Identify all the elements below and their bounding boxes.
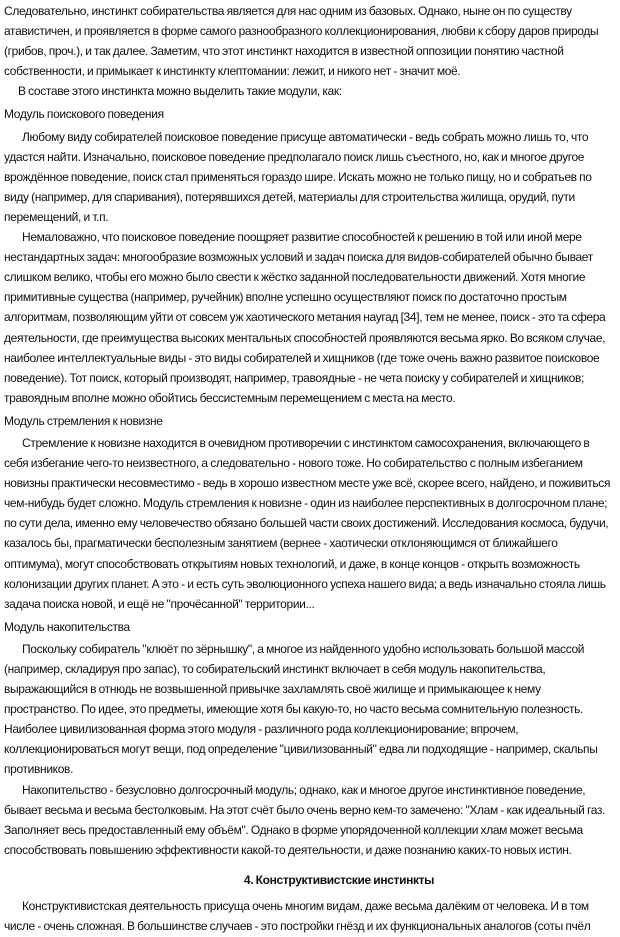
paragraph-constructivist-activity: Конструктивистская деятельность присуща очень многим видам, даже весьма далёким от человека. И в том числе - очень сложная. В большинстве случаев - это постройки гнёзд и их функциональных аналогов (соты пчёл — [4, 899, 591, 934]
chapter-heading-constructivist: 4. Конструктивистские инстинкты — [243, 872, 435, 887]
paragraph-search-problem-solving: Немаловажно, что поисковое поведение поощряет развитие способностей к решению в той или иной мере нестандартных задач: многообразие возможных условий и задач поиска для видов-собирателей обычно бывает слишком велико, чтобы его можно было свести к жёстко заданной последовательности движений. Хотя многие примитивные существа (например, ручейник) вполне успешно осуществляют поиск по достаточно простым алгоритмам, позволяющим уйти от совсем уж хаотического метания наугад [34], тем не менее, поиск - это та сфера деятельности, где преимущества высоких ментальных способностей проявляются весьма ярко. Во всяком случае, наиболее интеллектуальные виды - это виды собирателей и хищников (где тоже очень важно развитое поисковое поведение). Тот поиск, который производят, например, травоядные - не чета поиску у собирателей и хищников; травоядным вполне можно обойтись бессистемным перемещением с места на место. — [4, 230, 606, 405]
paragraph-accumulation-longterm: Накопительство - безусловно долгосрочный модуль; однако, как и многое другое инстинктивное поведение, бывает весьма и весьма бестолковым. На этот счёт было очень верно кем-то замечено: "Хлам - как идеальный газ. Заполняет весь предоставленный ему объём". Однако в форме упорядоченной коллекции хлам может весьма способствовать повышению эффективности какой-то деятельности, и даже познанию каких-то новых истин. — [4, 782, 606, 857]
paragraph-accumulation: Поскольку собиратель "клюёт по зёрнышку", а многое из найденного удобно использовать большой массой (например, складируя про запас), то собирательский инстинкт включает в себя модуль накопительства, выражающийся в отнюдь не возвышенной привычке захламлять своё жилище и примыкающее к нему пространство. По идее, это предметы, имеющие хотя бы какую-то, но часто весьма сомнительную полезность. Наиболее цивилизованная форма этого модуля - различного рода коллекционирование; впрочем, коллекционироваться могут вещи, под определение "цивилизованный" едва ли подходящие - например, скальпы противников. — [4, 641, 598, 777]
heading-search-module: Модуль поискового поведения — [4, 107, 164, 122]
paragraph-modules-intro: В составе этого инстинкта можно выделить такие модули, как: — [18, 84, 342, 99]
paragraph-search-behavior: Любому виду собирателей поисковое поведение присуще автоматически - ведь собрать можно лишь то, что удастся найти. Изначально, поисковое поведение предполагало поиск лишь съестного, но, как и многое другое врождённое поведение, поиск стал применяться гораздо шире. Искать можно не только пищу, но и собратьев по виду (например, для спаривания), потерявшихся детей, материалы для строительства жилища, орудий, пути перемещений, и т.п. — [4, 129, 592, 224]
heading-novelty-module: Модуль стремления к новизне — [4, 413, 163, 428]
paragraph-collecting-instinct: Следовательно, инстинкт собирательства является для нас одним из базовых. Однако, ныне он по существу атавистичен, и проявляется в форме самого разнообразного коллекционирования, любви к сбору даров природы (грибов, проч.), и так далее. Заметим, что этот инстинкт находится в известной оппозиции понятию частной собственности, и примыкает к инстинкту клептомании: лежит, и никого нет - значит моё. — [4, 4, 599, 79]
heading-accumulation-module: Модуль накопительства — [4, 619, 130, 634]
paragraph-novelty-seeking: Стремление к новизне находится в очевидном противоречии с инстинктом самосохранения, включающего в себя избегание чего-то неизвестного, а следовательно - нового тоже. Но собирательство с полным избеганием новизны практически несовместимо - ведь в хорошо известном месте уже всё, скорее всего, найдено, и поживиться чем-нибудь будет сложно. Модуль стремления к новизне - один из наиболее перспективных в долгосрочном плане; по сути дела, именно ему человечество обязано большей части своих достижений. Исследования космоса, будучи, казалось бы, прагматически бесполезным занятием (вернее - хаотически отклоняющимся от ближайшего оптимума), могут способствовать открытиям новых технологий, и даже, в конце концов - открыть возможность колонизации других планет. А это - и есть суть эволюционного успеха нашего вида; а ведь изначально стояла лишь задача поиска новой, и ещё не "прочёсанной" территории... — [4, 435, 611, 611]
